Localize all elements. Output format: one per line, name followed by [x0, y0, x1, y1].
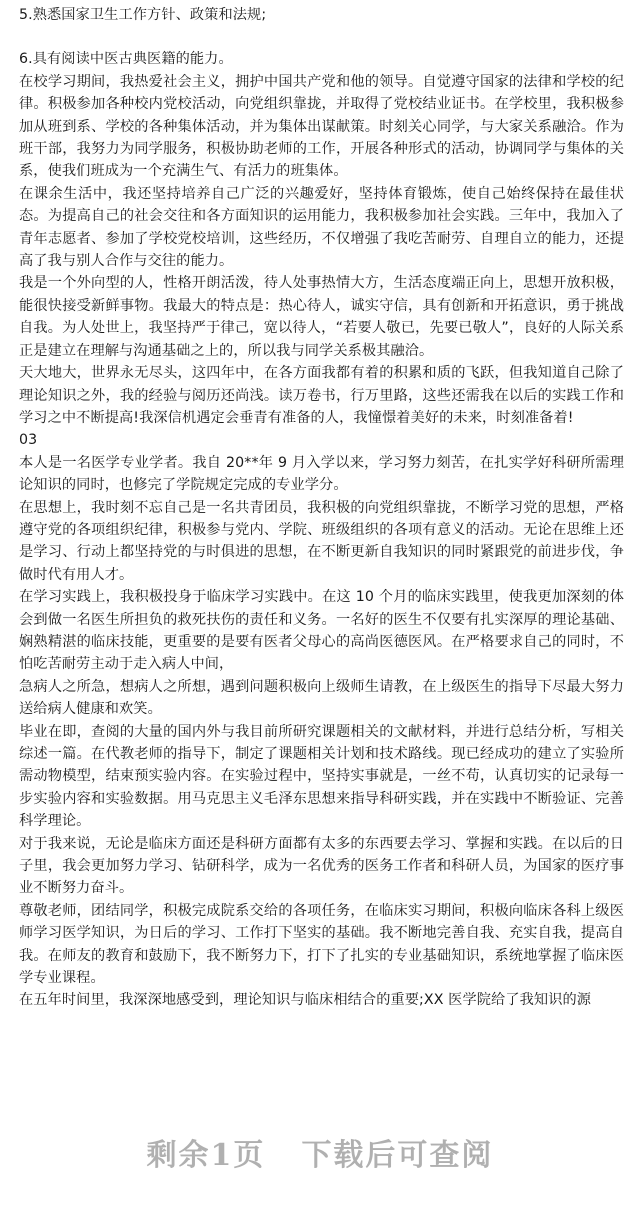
remaining-pages-label: 剩余1页: [146, 1138, 266, 1173]
download-to-read-label: 下载后可查阅: [301, 1138, 494, 1173]
paragraph: 急病人之所急，想病人之所想，遇到问题积极向上级师生请教，在上级医生的指导下尽最大努力送给病人健康和欢笑。: [19, 678, 624, 718]
paragraph: 我是一个外向型的人，性格开朗活泼，待人处事热情大方，生活态度端正向上，思想开放积极，能很快接受新鲜事物。我最大的特点是：热心待人，诚实守信，具有创新和开拓意识，勇于挑战自我。为人处世上，我坚持严于律己，宽以待人，“若要人敬已，先要已敬人”，良好的人际关系正是建立在理解与沟通基础之上的，所以我与同学关系极其融洽。: [19, 275, 624, 359]
paragraph: 天大地大，世界永无尽头，这四年中，在各方面我都有着的积累和质的飞跃，但我知道自己除了理论知识之外，我的经验与阅历还尚浅。读万卷书，行万里路，这些还需我在以后的实践工作和学习之中不断提高!我深信机遇定会垂青有准备的人，我憧憬着美好的未来，时刻准备着!: [19, 365, 624, 426]
paragraph: 在思想上，我时刻不忘自己是一名共青团员，我积极的向党组织靠拢，不断学习党的思想，严格遵守党的各项组织纪律，积极参与党内、学院、班级组织的各项有意义的活动。无论在思维上还是学习、行动上都坚持党的与时俱进的思想，在不断更新自我知识的同时紧跟党的前进步伐，争做时代有用人才。: [19, 499, 624, 583]
paragraph: 在学习实践上，我积极投身于临床学习实践中。在这 10 个月的临床实践里，使我更加深刻的体会到做一名医生所担负的救死扶伤的责任和义务。一名好的医生不仅要有扎实深厚的理论基础、娴熟精湛的临床技能，更重要的是要有医者父母心的高尚医德医风。在严格要求自己的同时，不怕吃苦耐劳主动于走入病人中间，: [19, 589, 624, 673]
paragraph: 对于我来说，无论是临床方面还是科研方面都有太多的东西要去学习、掌握和实践。在以后的日子里，我会更加努力学习、钻研科学，成为一名优秀的医务工作者和科研人员，为国家的医疗事业不断努力奋斗。: [19, 835, 624, 897]
paragraph: 在课余生活中，我还坚持培养自己广泛的兴趣爱好，坚持体育锻炼，使自己始终保持在最佳状态。为提高自己的社会交往和各方面知识的运用能力，我积极参加社会实践。三年中，我加入了青年志愿者、参加了学校党校培训，这些经历，不仅增强了我吃苦耐劳、自理自立的能力，还提高了我与别人合作与交往的能力。: [19, 185, 624, 270]
section-number: 03: [19, 432, 38, 449]
paragraph: 本人是一名医学专业学者。我自 20**年 9 月入学以来，学习努力刻苦，在扎实学好科研所需理论知识的同时，也修完了学院规定完成的专业学分。: [19, 454, 624, 494]
document-body: [19, 4, 624, 1012]
paragraph: 6.具有阅读中医古典医籍的能力。: [19, 51, 233, 68]
paragraph: 5.熟悉国家卫生工作方针、政策和法规;: [19, 7, 267, 23]
paragraph: 在校学习期间，我热爱社会主义，拥护中国共产党和他的领导。自觉遵守国家的法律和学校的纪律。积极参加各种校内党校活动，向党组织靠拢，并取得了党校结业证书。在学校里，我积极参加从班到系、学校的各种集体活动，并为集体出谋献策。时刻关心同学，与大家关系融洽。作为班干部，我努力为同学服务，积极协助老师的工作，开展各种形式的活动，协调同学与集体的关系，使我们班成为一个充满生气、有活力的班集体。: [19, 73, 624, 180]
paragraph: 在五年时间里，我深深地感受到，理论知识与临床相结合的重要;XX 医学院给了我知识的源: [19, 992, 592, 1009]
paragraph: 毕业在即，查阅的大量的国内外与我目前所研究课题相关的文献材料，并进行总结分析，写相关综述一篇。在代教老师的指导下，制定了课题相关计划和技术路线。现已经成功的建立了实验所需动物模型，结束预实验内容。在实验过程中，坚持实事就是，一丝不苟，认真切实的记录每一步实验内容和实验数据。用马克思主义毛泽东思想来指导科研实践，并在实践中不断验证、完善科学理论。: [19, 723, 624, 830]
download-banner[interactable]: [0, 1134, 640, 1178]
paragraph: 尊敬老师，团结同学，积极完成院系交给的各项任务，在临床实习期间，积极向临床各科上级医师学习医学知识，为日后的学习、工作打下坚实的基础。我不断地完善自我、充实自我，提高自我。在师友的教育和鼓励下，我不断努力下，打下了扎实的专业基础知识，系统地掌握了临床医学专业课程。: [19, 902, 624, 987]
